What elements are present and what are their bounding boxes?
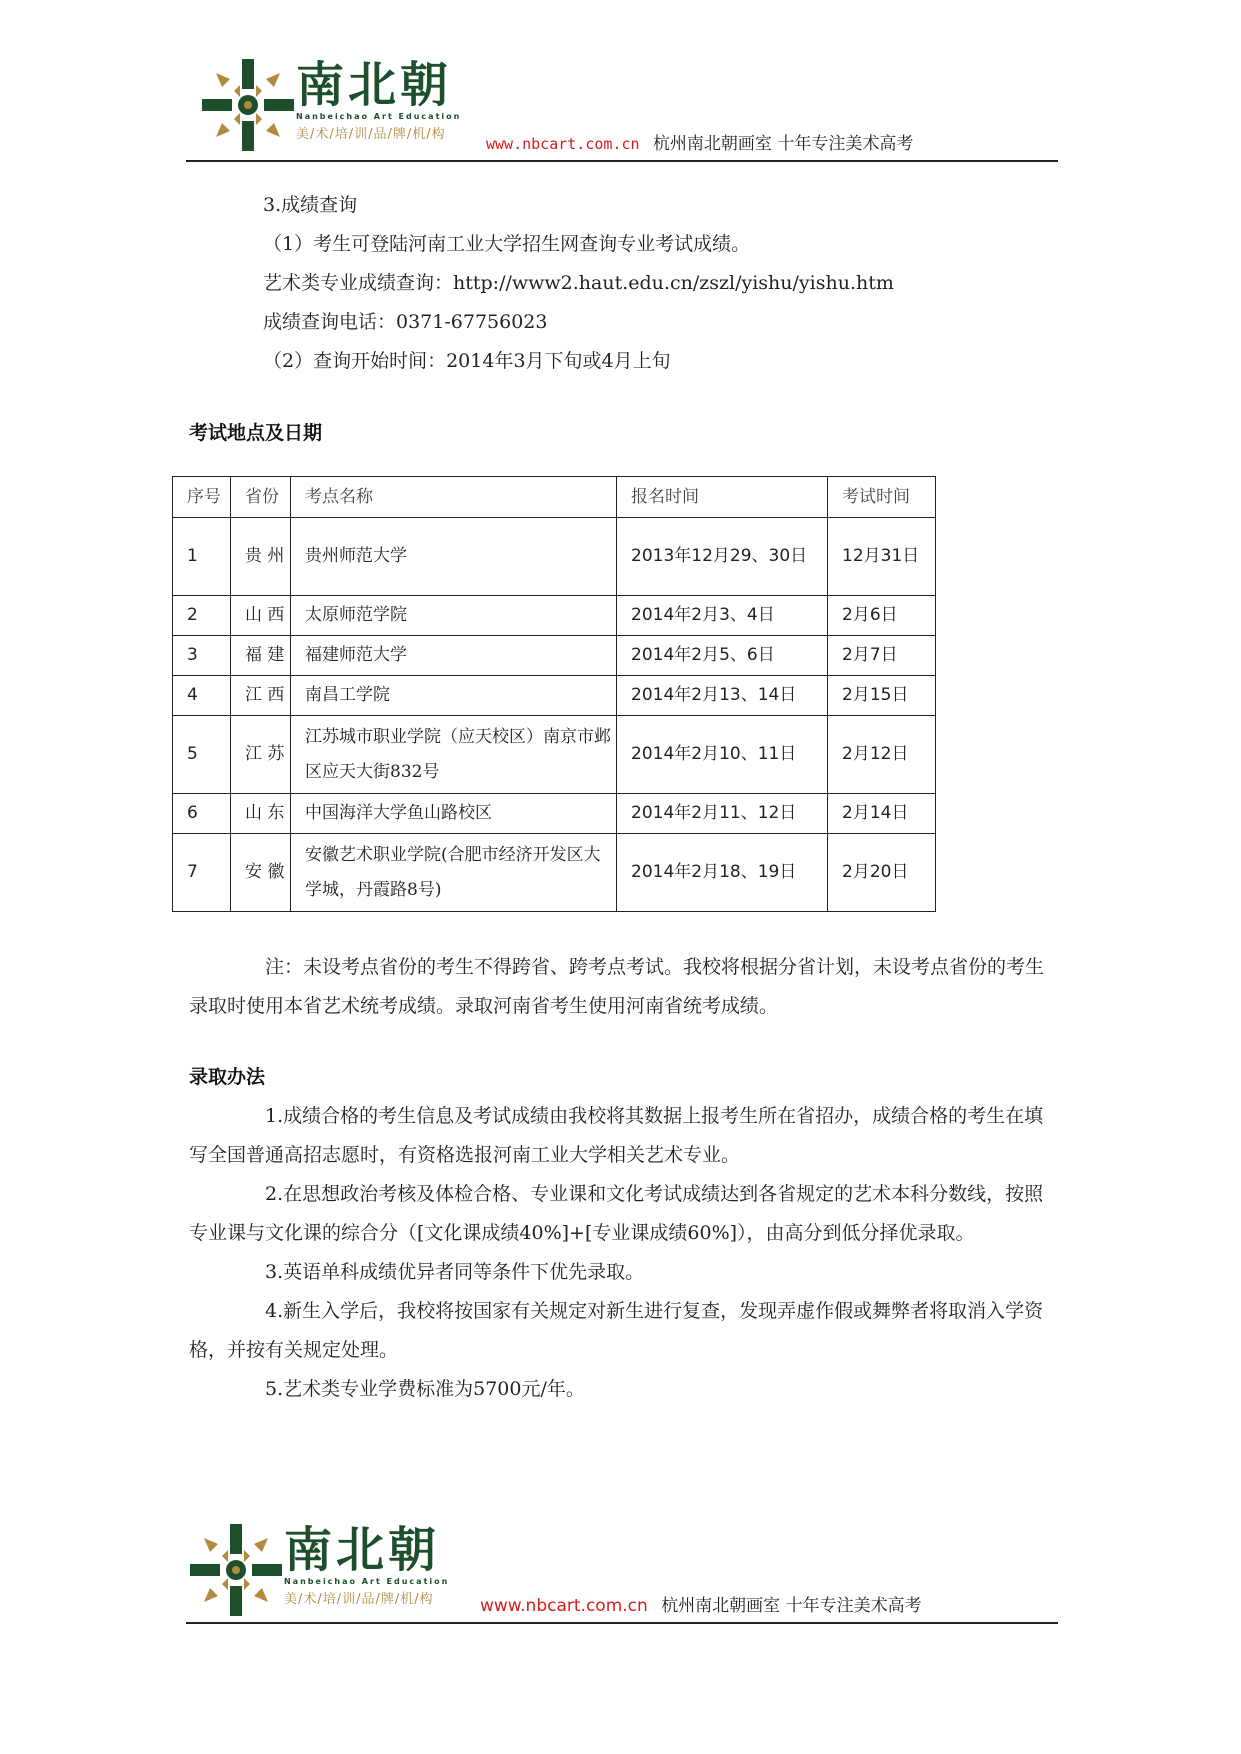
row-exam-date: 2月15日 <box>828 676 936 716</box>
row-registration: 2014年2月3、4日 <box>617 596 828 636</box>
row-venue: 安徽艺术职业学院(合肥市经济开发区大学城，丹霞路8号) <box>291 834 617 912</box>
table-row <box>173 676 936 716</box>
admission-list <box>189 1097 1059 1409</box>
row-exam-date: 2月12日 <box>828 716 936 794</box>
table-row <box>173 716 936 794</box>
table-row <box>173 636 936 676</box>
admission-heading: 录取办法 <box>189 1066 266 1088</box>
score-item-2: （2）查询开始时间：2014年3月下旬或4月上旬 <box>263 350 671 372</box>
col-header-registration: 报名时间 <box>617 477 828 518</box>
brand-name: 南北朝 <box>296 57 453 113</box>
score-query-link[interactable]: 艺术类专业成绩查询：http://www2.haut.edu.cn/zszl/yishu/yishu.htm <box>263 272 894 294</box>
row-no: 2 <box>173 596 231 636</box>
col-header-province: 省份 <box>231 477 291 518</box>
col-header-venue: 考点名称 <box>291 477 617 518</box>
table-row <box>173 794 936 834</box>
page-header <box>186 55 1058 162</box>
brand-english-name: Nanbeichao Art Education <box>284 1577 450 1586</box>
row-exam-date: 2月7日 <box>828 636 936 676</box>
admission-item: 4.新生入学后，我校将按国家有关规定对新生进行复查，发现弄虚作假或舞弊者将取消入学资格，并按有关规定处理。 <box>189 1300 1044 1361</box>
admission-item: 5.艺术类专业学费标准为5700元/年。 <box>265 1378 585 1400</box>
brand-block <box>296 59 461 142</box>
row-no: 5 <box>173 716 231 794</box>
site-info <box>480 1591 922 1616</box>
col-header-exam-date: 考试时间 <box>828 477 936 518</box>
brand-logo-icon <box>188 1522 284 1618</box>
score-query-phone: 成绩查询电话：0371-67756023 <box>263 311 548 333</box>
score-item-1: （1）考生可登陆河南工业大学招生网查询专业考试成绩。 <box>263 233 751 255</box>
row-province: 山 东 <box>231 794 291 834</box>
row-no: 7 <box>173 834 231 912</box>
row-venue: 江苏城市职业学院（应天校区）南京市邺区应天大街832号 <box>291 716 617 794</box>
row-venue: 南昌工学院 <box>291 676 617 716</box>
table-row <box>173 834 936 912</box>
brand-tagline: 美/术/培/训/品/牌/机/构 <box>296 127 446 142</box>
site-url-link[interactable]: www.nbcart.com.cn <box>480 1596 648 1616</box>
venue-table <box>172 476 936 912</box>
site-slogan: 杭州南北朝画室 十年专注美术高考 <box>661 1596 922 1616</box>
row-no: 3 <box>173 636 231 676</box>
row-exam-date: 2月6日 <box>828 596 936 636</box>
admission-item: 2.在思想政治考核及体检合格、专业课和文化考试成绩达到各省规定的艺术本科分数线，按照专业课与文化课的综合分（[文化课成绩40%]+[专业课成绩60%]），由高分到低分择优录取。 <box>189 1183 1044 1244</box>
row-venue: 贵州师范大学 <box>291 518 617 596</box>
row-venue: 太原师范学院 <box>291 596 617 636</box>
row-province: 江 西 <box>231 676 291 716</box>
brand-tagline: 美/术/培/训/品/牌/机/构 <box>284 1592 434 1607</box>
row-registration: 2014年2月18、19日 <box>617 834 828 912</box>
brand-block <box>284 1524 449 1607</box>
brand-english-name: Nanbeichao Art Education <box>296 112 462 121</box>
row-no: 6 <box>173 794 231 834</box>
brand-name: 南北朝 <box>284 1522 441 1578</box>
row-exam-date: 12月31日 <box>828 518 936 596</box>
row-province: 贵 州 <box>231 518 291 596</box>
brand-logo-icon <box>200 57 296 153</box>
admission-item: 3.英语单科成绩优异者同等条件下优先录取。 <box>265 1261 645 1283</box>
row-exam-date: 2月14日 <box>828 794 936 834</box>
row-venue: 福建师范大学 <box>291 636 617 676</box>
row-province: 山 西 <box>231 596 291 636</box>
row-province: 安 徽 <box>231 834 291 912</box>
page-footer <box>186 1516 1058 1624</box>
admission-item: 1.成绩合格的考生信息及考试成绩由我校将其数据上报考生所在省招办，成绩合格的考生在填写全国普通高招志愿时，有资格选报河南工业大学相关艺术专业。 <box>189 1105 1044 1166</box>
table-row <box>173 596 936 636</box>
table-header-row <box>173 477 936 518</box>
note-block <box>189 948 1059 1026</box>
row-exam-date: 2月20日 <box>828 834 936 912</box>
row-registration: 2014年2月10、11日 <box>617 716 828 794</box>
row-province: 福 建 <box>231 636 291 676</box>
row-registration: 2014年2月5、6日 <box>617 636 828 676</box>
row-registration: 2014年2月11、12日 <box>617 794 828 834</box>
col-header-no: 序号 <box>173 477 231 518</box>
row-venue: 中国海洋大学鱼山路校区 <box>291 794 617 834</box>
row-no: 4 <box>173 676 231 716</box>
row-province: 江 苏 <box>231 716 291 794</box>
site-info <box>486 129 913 154</box>
row-registration: 2013年12月29、30日 <box>617 518 828 596</box>
note-paragraph: 注：未设考点省份的考生不得跨省、跨考点考试。我校将根据分省计划，未设考点省份的考生录取时使用本省艺术统考成绩。录取河南省考生使用河南省统考成绩。 <box>189 956 1045 1017</box>
row-no: 1 <box>173 518 231 596</box>
table-row <box>173 518 936 596</box>
site-url-link[interactable]: www.nbcart.com.cn <box>486 135 640 153</box>
row-registration: 2014年2月13、14日 <box>617 676 828 716</box>
site-slogan: 杭州南北朝画室 十年专注美术高考 <box>652 134 914 154</box>
venue-heading: 考试地点及日期 <box>189 422 323 444</box>
score-section-title: 3.成绩查询 <box>263 194 358 216</box>
